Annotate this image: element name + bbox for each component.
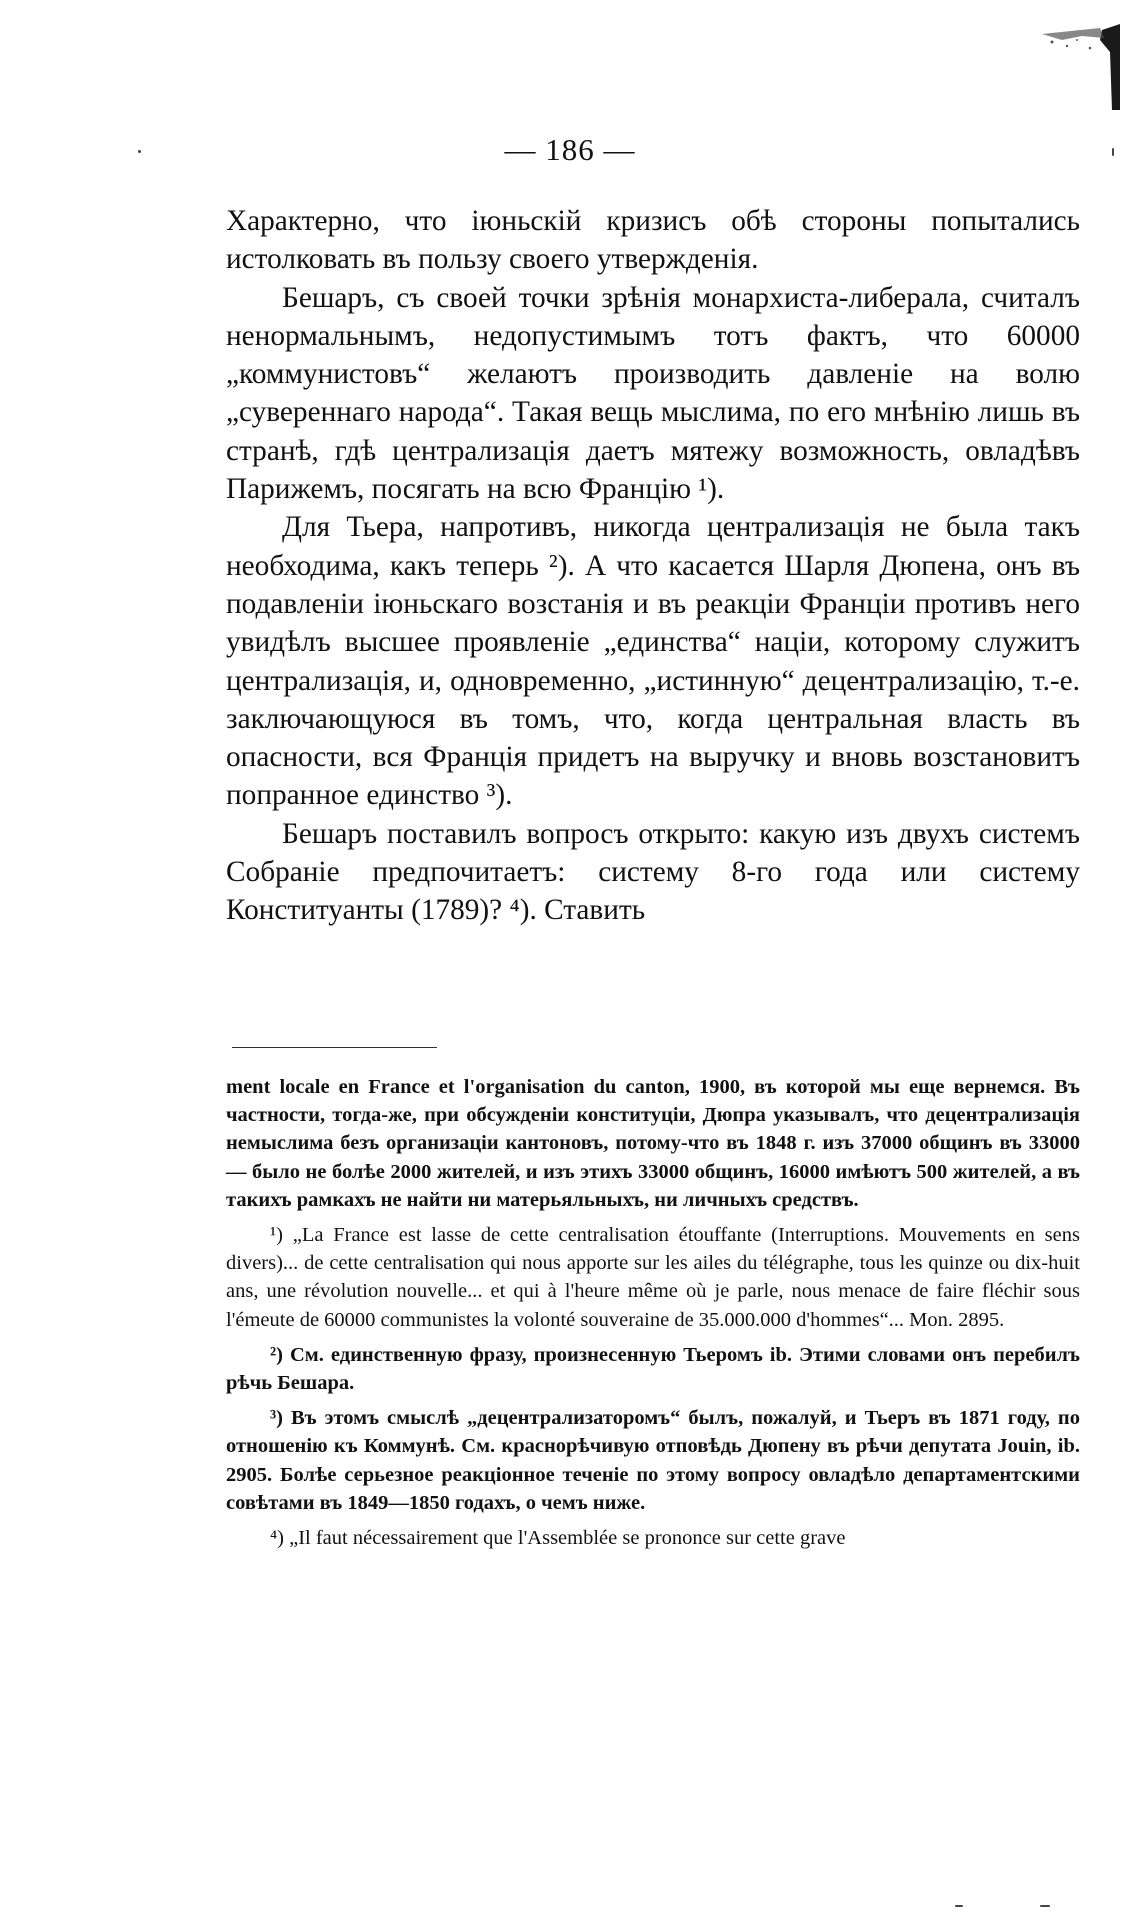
footnote-4: ⁴) „Il faut nécessairement que l'Assemblée se prononce sur cette grave xyxy=(270,1527,846,1550)
paragraph-2: Бешаръ, съ своей точки зрѣнія монархиста-либерала, считалъ ненормальнымъ, недопустимымъ тотъ фактъ, что 60000 „коммунистовъ“ желаютъ производить давленіе на волю „сувереннаго народа“. Такая вещь мыслима, по его мнѣнію лишь въ странѣ, гдѣ централизація даетъ мятежу возможность, овладѣвъ Парижемъ, посягать на всю Францію ¹). xyxy=(226,281,1080,506)
footnote-2: ²) См. единственную фразу, произнесенную Тьеромъ ib. Этими словами онъ перебилъ рѣчь Бешара. xyxy=(226,1343,1080,1395)
scan-corner-artifact xyxy=(982,22,1122,112)
footnote-1: ¹) „La France est lasse de cette centralisation étouffante (Interruptions. Mouvements en sens divers)... de cette centralisation qui nous apporte sur les ailes du télégraphe, tous les quinze ou dix-huit ans, une révolution nouvelle... et qui à l'heure même où je parle, nous menace de faire fléchir sous l'émeute de 60000 communistes la volonté souveraine de 35.000.000 d'hommes“... Mon. 2895. xyxy=(226,1224,1080,1331)
paragraph-1: Характерно, что іюньскій кризисъ обѣ стороны попытались истолковать въ пользу своего утвержденія. xyxy=(226,205,1080,276)
scan-speck xyxy=(1040,1905,1050,1907)
main-text xyxy=(226,202,1080,930)
scan-speck xyxy=(138,150,141,153)
paragraph-4: Бешаръ поставилъ вопросъ открыто: какую изъ двухъ системъ Собраніе предпочитаетъ: систему 8-го года или систему Конституанты (1789)? ⁴). Ставить xyxy=(226,817,1080,927)
footnote-separator xyxy=(232,1047,437,1048)
page-number: — 186 — xyxy=(504,132,636,167)
footnote-continuation: ment locale en France et l'organisation du canton, 1900, въ которой мы еще вернемся. Въ частности, тогда-же, при обсужденіи конституціи, Дюпра указывалъ, что децентрализація немыслима безъ организаціи кантоновъ, потому-что въ 1848 г. изъ 37000 общинъ въ 33000 — было не болѣе 2000 жителей, и изъ этихъ 33000 общинъ, 16000 имѣютъ 500 жителей, а въ такихъ рамкахъ не найти ни матерьяльныхъ, ни личныхъ средствъ. xyxy=(226,1076,1080,1211)
scan-speck xyxy=(1112,148,1114,156)
paragraph-3: Для Тьера, напротивъ, никогда централизація не была такъ необходима, какъ теперь ²). А что касается Шарля Дюпена, онъ въ подавленіи іюньскаго возстанія и въ реакціи Франціи противъ него увидѣлъ высшее проявленіе „единства“ націи, которому служитъ централизація, и, одновременно, „истинную“ децентрализацію, т.-е. заключающуюся въ томъ, что, когда центральная власть въ опасности, вся Франція придетъ на выручку и вновь возстановитъ попранное единство ³). xyxy=(226,511,1080,812)
footnotes xyxy=(226,1073,1080,1559)
scan-speck xyxy=(955,1905,963,1907)
footnote-3: ³) Въ этомъ смыслѣ „децентрализаторомъ“ былъ, пожалуй, и Тьеръ въ 1871 году, по отношенію къ Коммунѣ. См. краснорѣчивую отповѣдь Дюпену въ рѣчи депутата Jouin, ib. 2905. Болѣе серьезное реакціонное теченіе по этому вопросу овладѣло департаментскими совѣтами въ 1849—1850 годахъ, о чемъ ниже. xyxy=(226,1407,1080,1514)
